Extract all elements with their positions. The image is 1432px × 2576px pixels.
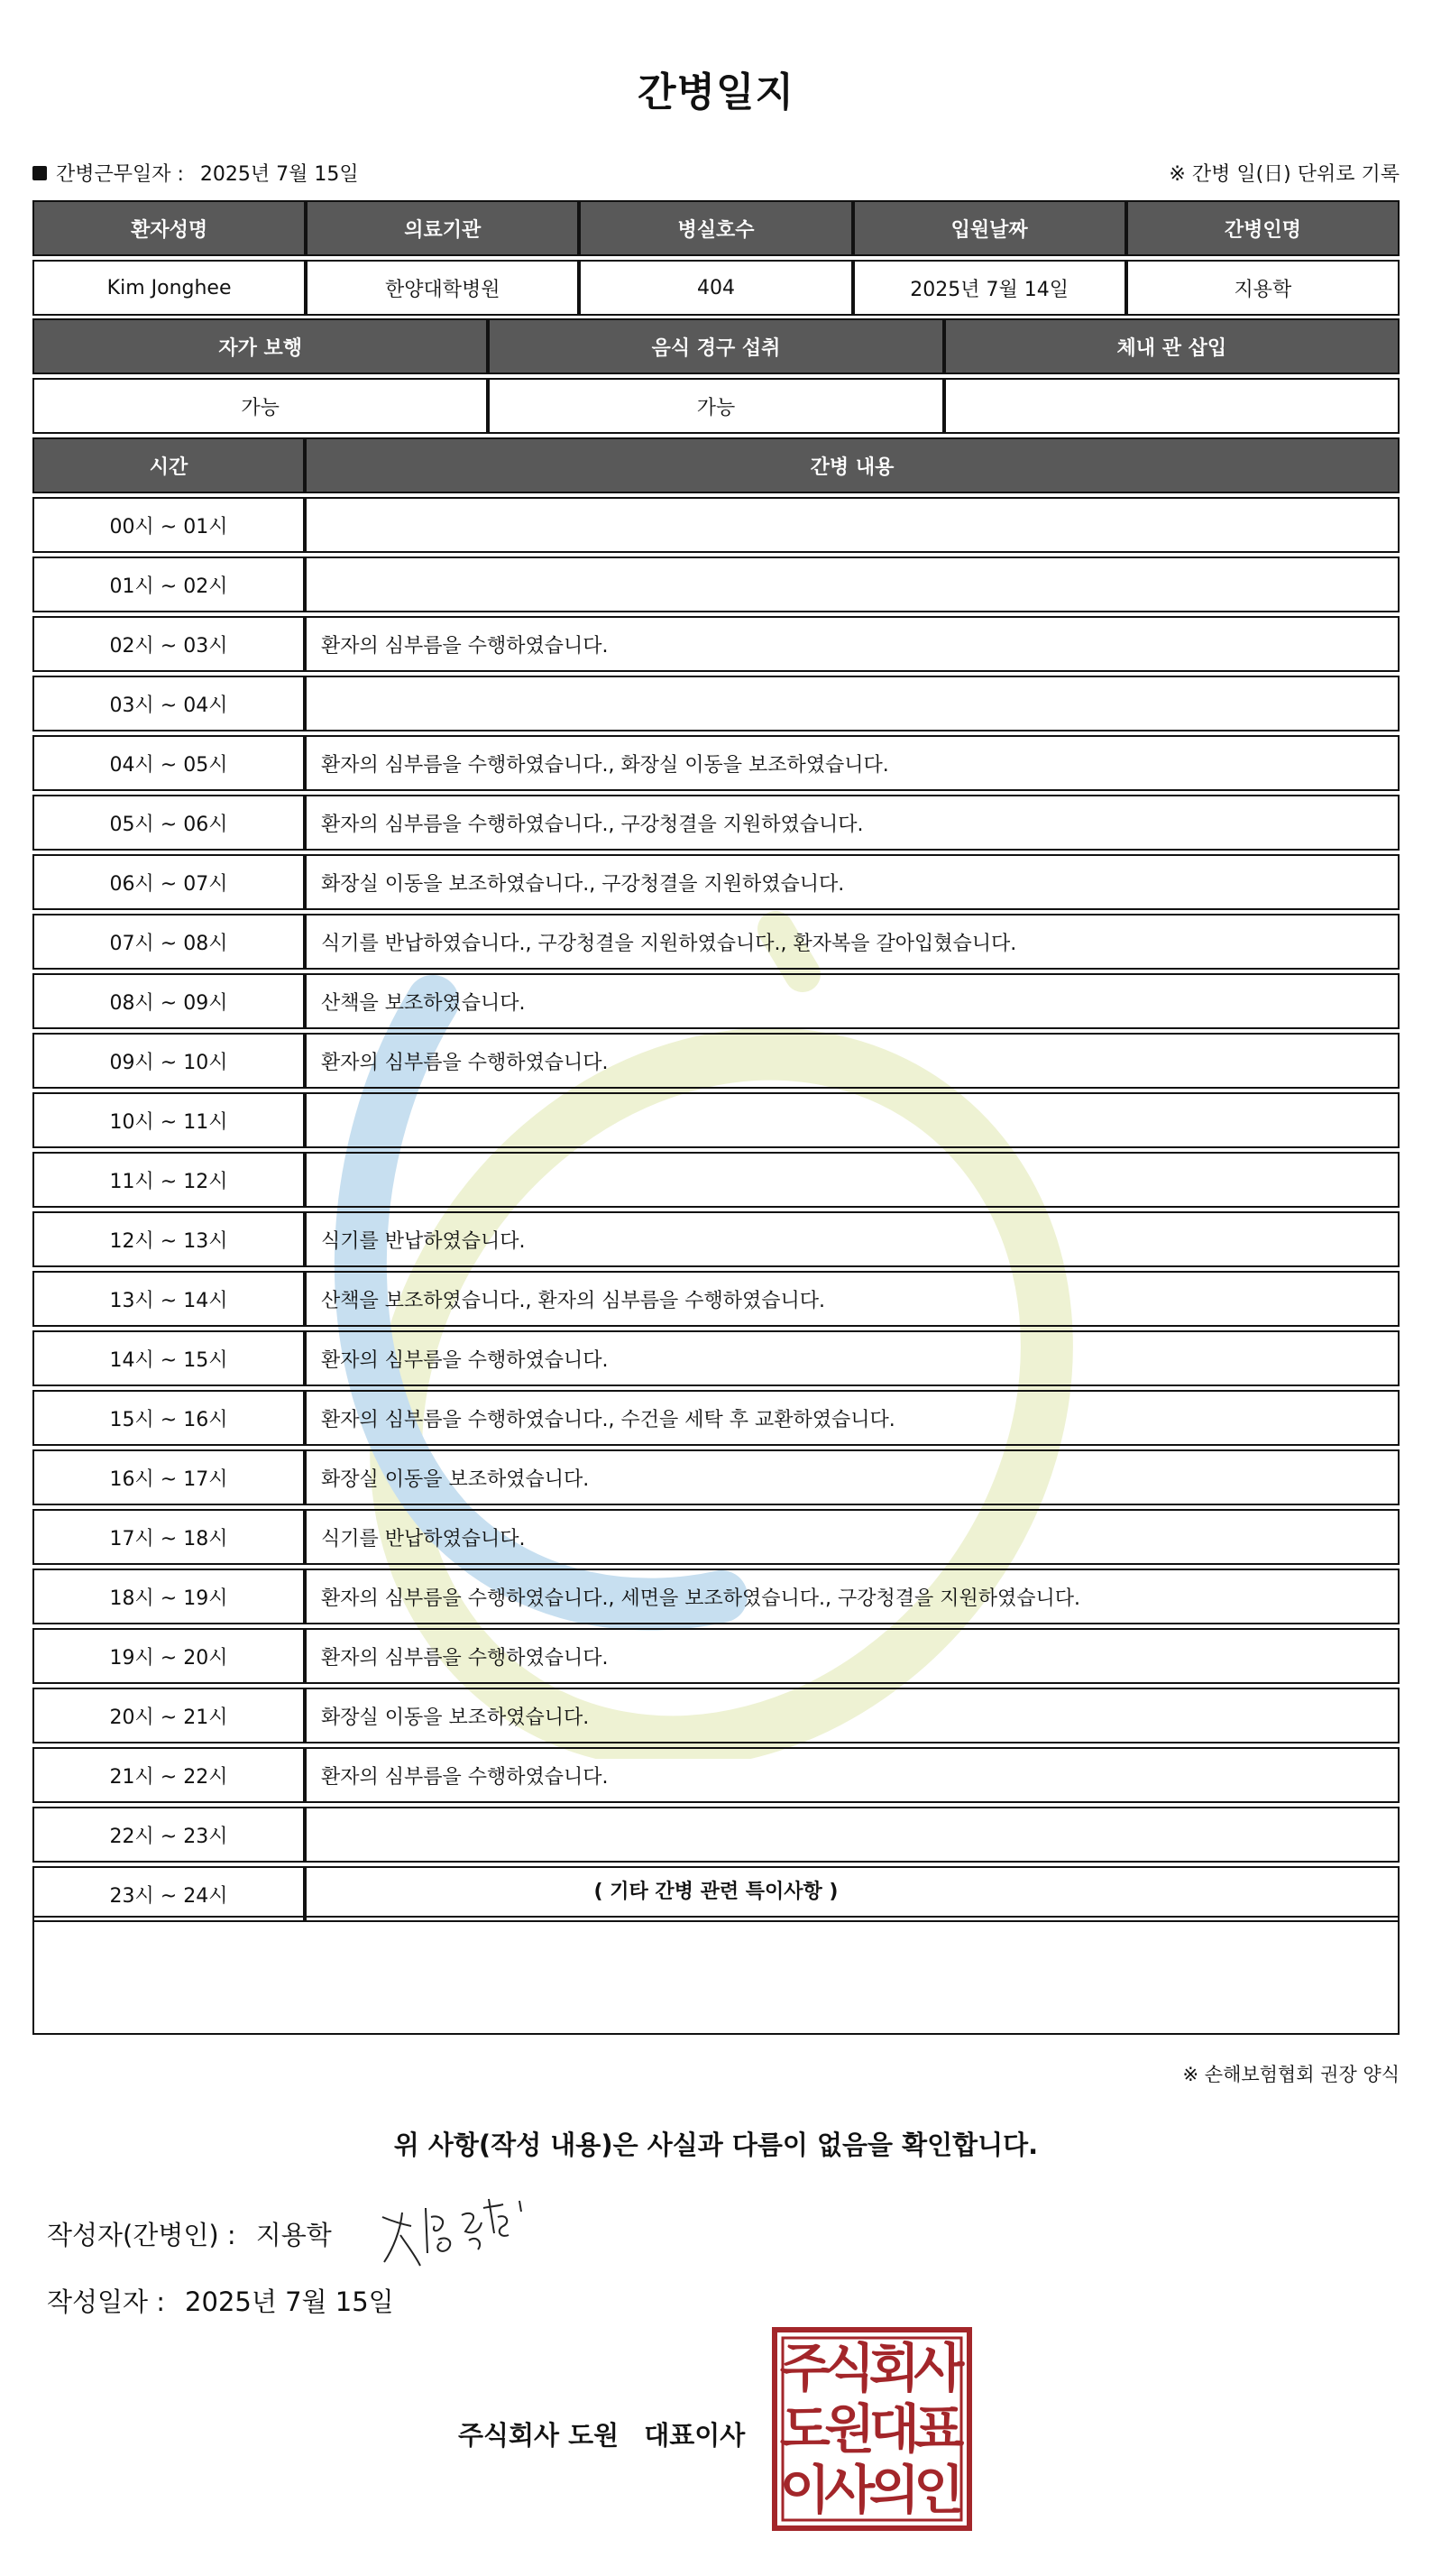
log-time: 07시 ~ 08시 xyxy=(32,914,305,970)
remarks-box xyxy=(32,1916,1400,2035)
log-time: 16시 ~ 17시 xyxy=(32,1449,305,1505)
status-header-oral-intake: 음식 경구 섭취 xyxy=(488,318,943,374)
seal-char: 원 xyxy=(824,2398,876,2460)
log-row xyxy=(32,735,1400,791)
patient-header-caregiver: 간병인명 xyxy=(1126,200,1400,256)
log-row xyxy=(32,497,1400,553)
patient-header-admit-date: 입원날짜 xyxy=(853,200,1126,256)
log-time: 01시 ~ 02시 xyxy=(32,557,305,612)
log-time: 05시 ~ 06시 xyxy=(32,795,305,851)
log-time: 02시 ~ 03시 xyxy=(32,616,305,672)
log-content xyxy=(305,557,1400,612)
log-content: 환자의 심부름을 수행하였습니다., 수건을 세탁 후 교환하였습니다. xyxy=(305,1390,1400,1446)
log-time: 06시 ~ 07시 xyxy=(32,854,305,910)
log-row xyxy=(32,557,1400,612)
seal-char: 이 xyxy=(779,2459,831,2521)
seal-char: 인 xyxy=(913,2459,965,2521)
log-row xyxy=(32,1271,1400,1327)
log-time: 13시 ~ 14시 xyxy=(32,1271,305,1327)
log-time: 08시 ~ 09시 xyxy=(32,973,305,1029)
log-row xyxy=(32,1033,1400,1089)
room-number: 404 xyxy=(579,260,852,316)
log-content xyxy=(305,497,1400,553)
log-row xyxy=(32,1688,1400,1743)
remarks-title: ( 기타 간병 관련 특이사항 ) xyxy=(593,1881,839,1903)
log-content: 환자의 심부름을 수행하였습니다. xyxy=(305,1330,1400,1386)
log-row xyxy=(32,854,1400,910)
log-time: 03시 ~ 04시 xyxy=(32,676,305,731)
log-time: 15시 ~ 16시 xyxy=(32,1390,305,1446)
log-row xyxy=(32,973,1400,1029)
patient-info-table xyxy=(32,197,1400,319)
log-content: 식기를 반납하였습니다. xyxy=(305,1509,1400,1565)
company-line xyxy=(458,2415,745,2452)
writer-label: 작성자(간병인) : xyxy=(47,2220,236,2250)
log-content: 환자의 심부름을 수행하였습니다., 화장실 이동을 보조하였습니다. xyxy=(305,735,1400,791)
log-time: 11시 ~ 12시 xyxy=(32,1152,305,1208)
patient-header-hospital: 의료기관 xyxy=(306,200,579,256)
seal-char: 의 xyxy=(868,2459,920,2521)
log-time: 21시 ~ 22시 xyxy=(32,1747,305,1803)
seal-char: 대 xyxy=(868,2398,920,2460)
patient-header-room: 병실호수 xyxy=(579,200,852,256)
written-date-value: 2025년 7월 15일 xyxy=(185,2286,394,2317)
log-time: 23시 ~ 24시 xyxy=(32,1866,305,1922)
written-date-label: 작성일자 : xyxy=(47,2286,166,2317)
writer-name: 지용학 xyxy=(255,2220,332,2250)
log-row xyxy=(32,1152,1400,1208)
confirmation-statement: 위 사항(작성 내용)은 사실과 다름이 없음을 확인합니다. xyxy=(393,2130,1039,2160)
log-row xyxy=(32,1330,1400,1386)
log-content: 환자의 심부름을 수행하였습니다. xyxy=(305,1628,1400,1684)
hospital-name: 한양대학병원 xyxy=(306,260,579,316)
log-row xyxy=(32,1211,1400,1267)
record-note: ※ 간병 일(日) 단위로 기록 xyxy=(1169,163,1400,186)
log-content: 식기를 반납하였습니다. xyxy=(305,1211,1400,1267)
log-content: 환자의 심부름을 수행하였습니다. xyxy=(305,616,1400,672)
status-oral-intake: 가능 xyxy=(488,378,943,434)
log-content xyxy=(305,1807,1400,1863)
seal-char: 식 xyxy=(824,2337,876,2399)
log-content: 환자의 심부름을 수행하였습니다. xyxy=(305,1033,1400,1089)
representative-title: 대표이사 xyxy=(644,2420,746,2451)
company-seal-stamp xyxy=(772,2327,972,2531)
log-content: 화장실 이동을 보조하였습니다., 구강청결을 지원하였습니다. xyxy=(305,854,1400,910)
writer-line xyxy=(47,2215,332,2252)
company-name: 주식회사 도원 xyxy=(458,2420,620,2451)
log-time: 00시 ~ 01시 xyxy=(32,497,305,553)
work-date-value: 2025년 7월 15일 xyxy=(199,163,359,186)
admit-date: 2025년 7월 14일 xyxy=(853,260,1126,316)
log-time: 17시 ~ 18시 xyxy=(32,1509,305,1565)
caregiver-name: 지용학 xyxy=(1126,260,1400,316)
log-content xyxy=(305,1092,1400,1148)
log-content: 식기를 반납하였습니다., 구강청결을 지원하였습니다., 환자복을 갈아입혔습니다. xyxy=(305,914,1400,970)
log-content: 화장실 이동을 보조하였습니다. xyxy=(305,1688,1400,1743)
work-date xyxy=(32,159,359,187)
log-row xyxy=(32,1807,1400,1863)
patient-status-table xyxy=(32,315,1400,437)
log-time: 20시 ~ 21시 xyxy=(32,1688,305,1743)
log-row xyxy=(32,795,1400,851)
log-time: 12시 ~ 13시 xyxy=(32,1211,305,1267)
seal-char: 도 xyxy=(779,2398,831,2460)
log-content: 환자의 심부름을 수행하였습니다., 구강청결을 지원하였습니다. xyxy=(305,795,1400,851)
log-time: 09시 ~ 10시 xyxy=(32,1033,305,1089)
page-title: 간병일지 xyxy=(637,69,794,115)
written-date-line xyxy=(47,2282,394,2319)
log-row xyxy=(32,676,1400,731)
patient-name: Kim Jonghee xyxy=(32,260,306,316)
log-row xyxy=(32,1628,1400,1684)
log-header-time: 시간 xyxy=(32,437,305,493)
log-time: 14시 ~ 15시 xyxy=(32,1330,305,1386)
log-row xyxy=(32,1569,1400,1624)
seal-char: 주 xyxy=(779,2337,831,2399)
seal-char: 사 xyxy=(824,2459,876,2521)
care-log-table xyxy=(32,434,1400,1926)
status-walking: 가능 xyxy=(32,378,488,434)
log-content xyxy=(305,676,1400,731)
log-row xyxy=(32,1747,1400,1803)
log-time: 19시 ~ 20시 xyxy=(32,1628,305,1684)
log-content: 환자의 심부름을 수행하였습니다., 세면을 보조하였습니다., 구강청결을 지원하였습니다. xyxy=(305,1569,1400,1624)
log-content: 환자의 심부름을 수행하였습니다. xyxy=(305,1747,1400,1803)
log-row xyxy=(32,1390,1400,1446)
log-content: 산책을 보조하였습니다. xyxy=(305,973,1400,1029)
log-content: 화장실 이동을 보조하였습니다. xyxy=(305,1449,1400,1505)
status-tube xyxy=(944,378,1400,434)
form-note: ※ 손해보험협회 권장 양식 xyxy=(1182,2064,1400,2085)
log-content xyxy=(305,1152,1400,1208)
log-content: 산책을 보조하였습니다., 환자의 심부름을 수행하였습니다. xyxy=(305,1271,1400,1327)
seal-char: 사 xyxy=(913,2337,965,2399)
log-time: 18시 ~ 19시 xyxy=(32,1569,305,1624)
log-row xyxy=(32,1092,1400,1148)
status-header-tube: 체내 관 삽입 xyxy=(944,318,1400,374)
bullet-square-icon xyxy=(32,166,47,180)
log-row xyxy=(32,616,1400,672)
log-time: 04시 ~ 05시 xyxy=(32,735,305,791)
work-date-label: 간병근무일자 : xyxy=(56,163,184,186)
handwritten-signature xyxy=(375,2190,537,2271)
patient-header-name: 환자성명 xyxy=(32,200,306,256)
seal-char: 표 xyxy=(913,2398,965,2460)
seal-char: 회 xyxy=(868,2337,920,2399)
log-time: 22시 ~ 23시 xyxy=(32,1807,305,1863)
status-header-walking: 자가 보행 xyxy=(32,318,488,374)
log-header-content: 간병 내용 xyxy=(305,437,1400,493)
log-row xyxy=(32,1449,1400,1505)
log-row xyxy=(32,1509,1400,1565)
log-time: 10시 ~ 11시 xyxy=(32,1092,305,1148)
log-row xyxy=(32,914,1400,970)
